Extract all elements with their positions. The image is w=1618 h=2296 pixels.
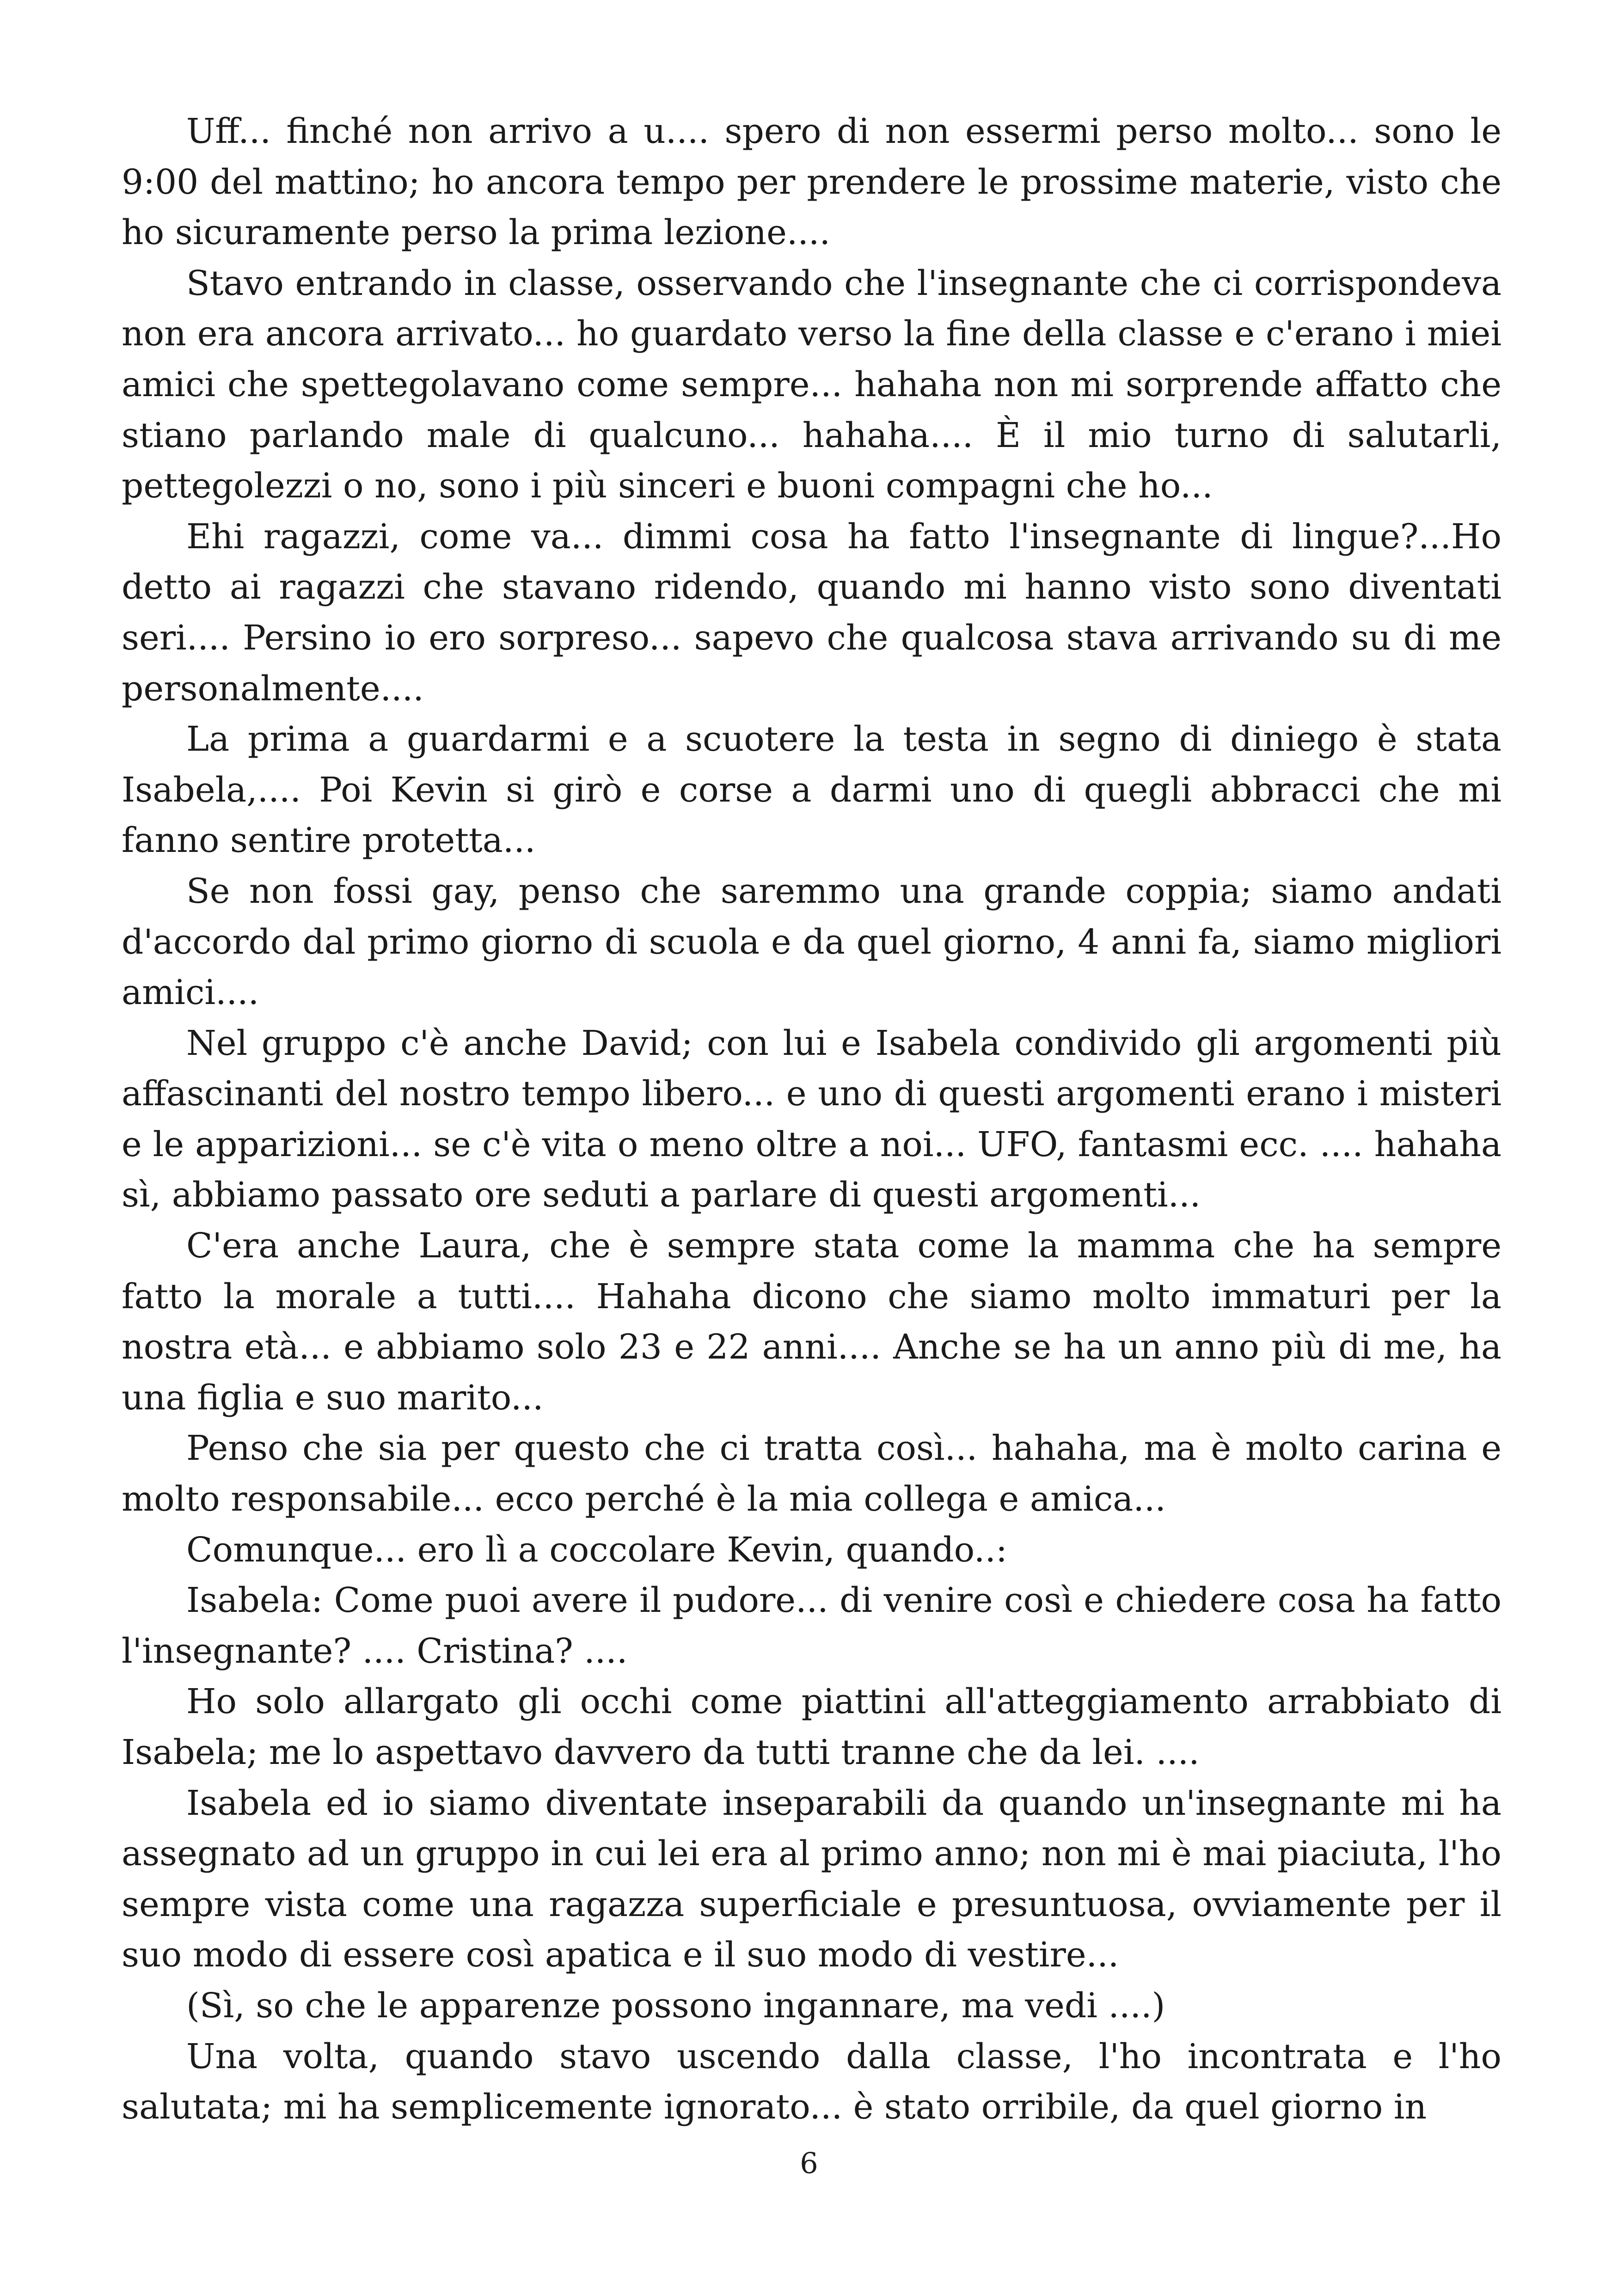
paragraph-2: Stavo entrando in classe, osservando che l'insegnante che ci corrispondeva non era ancora arrivato... ho guardato verso la fine della classe e c'erano i miei amici che spettegolavano come sempre... hahaha non mi sorprende affatto che stiano parlando male di qualcuno... hahaha.... È il mio turno di salutarli, pettegolezzi o no, sono i più sinceri e buoni compagni che ho... xyxy=(122,263,1502,506)
paragraph-13: (Sì, so che le apparenze possono ingannare, ma vedi ....) xyxy=(186,1985,1165,2026)
paragraph-14: Una volta, quando stavo uscendo dalla classe, l'ho incontrata e l'ho salutata; mi ha semplicemente ignorato... è stato orribile, da quel giorno in xyxy=(122,2036,1502,2127)
paragraph-4: La prima a guardarmi e a scuotere la testa in segno di diniego è stata Isabela,.... Poi Kevin si girò e corse a darmi uno di quegli abbracci che mi fanno sentire protetta... xyxy=(122,719,1502,861)
paragraph-11: Ho solo allargato gli occhi come piattini all'atteggiamento arrabbiato di Isabela; me lo aspettavo davvero da tutti tranne che da lei. .... xyxy=(122,1682,1502,1772)
paragraph-1: Uff... finché non arrivo a u.... spero di non essermi perso molto... sono le 9:00 del mattino; ho ancora tempo per prendere le prossime materie, visto che ho sicuramente perso la prima lezione.... xyxy=(122,111,1502,253)
paragraph-10: Isabela: Come puoi avere il pudore... di venire così e chiedere cosa ha fatto l'insegnante? .... Cristina? .... xyxy=(122,1580,1502,1671)
paragraph-6: Nel gruppo c'è anche David; con lui e Isabela condivido gli argomenti più affascinanti del nostro tempo libero... e uno di questi argomenti erano i misteri e le apparizioni... se c'è vita o meno oltre a noi... UFO, fantasmi ecc. .... hahaha sì, abbiamo passato ore seduti a parlare di questi argomenti... xyxy=(122,1023,1502,1215)
paragraph-7: C'era anche Laura, che è sempre stata come la mamma che ha sempre fatto la morale a tutti.... Hahaha dicono che siamo molto immaturi per la nostra età... e abbiamo solo 23 e 22 anni.... Anche se ha un anno più di me, ha una figlia e suo marito... xyxy=(122,1226,1502,1418)
paragraph-12: Isabela ed io siamo diventate inseparabili da quando un'insegnante mi ha assegnato ad un gruppo in cui lei era al primo anno; non mi è mai piaciuta, l'ho sempre vista come una ragazza superficiale e presuntuosa, ovviamente per il suo modo di essere così apatica e il suo modo di vestire... xyxy=(122,1783,1502,1975)
paragraph-8: Penso che sia per questo che ci tratta così... hahaha, ma è molto carina e molto responsabile... ecco perché è la mia collega e amica... xyxy=(122,1428,1502,1519)
paragraph-3: Ehi ragazzi, come va... dimmi cosa ha fatto l'insegnante di lingue?...Ho detto ai ragazzi che stavano ridendo, quando mi hanno visto sono diventati seri.... Persino io ero sorpreso... sapevo che qualcosa stava arrivando su di me personalmente.... xyxy=(122,516,1502,709)
paragraph-9: Comunque... ero lì a coccolare Kevin, quando..: xyxy=(186,1530,1007,1570)
page-number: 6 xyxy=(800,2146,818,2180)
body-text xyxy=(122,106,1502,2133)
paragraph-5: Se non fossi gay, penso che saremmo una grande coppia; siamo andati d'accordo dal primo giorno di scuola e da quel giorno, 4 anni fa, siamo migliori amici.... xyxy=(122,871,1502,1013)
